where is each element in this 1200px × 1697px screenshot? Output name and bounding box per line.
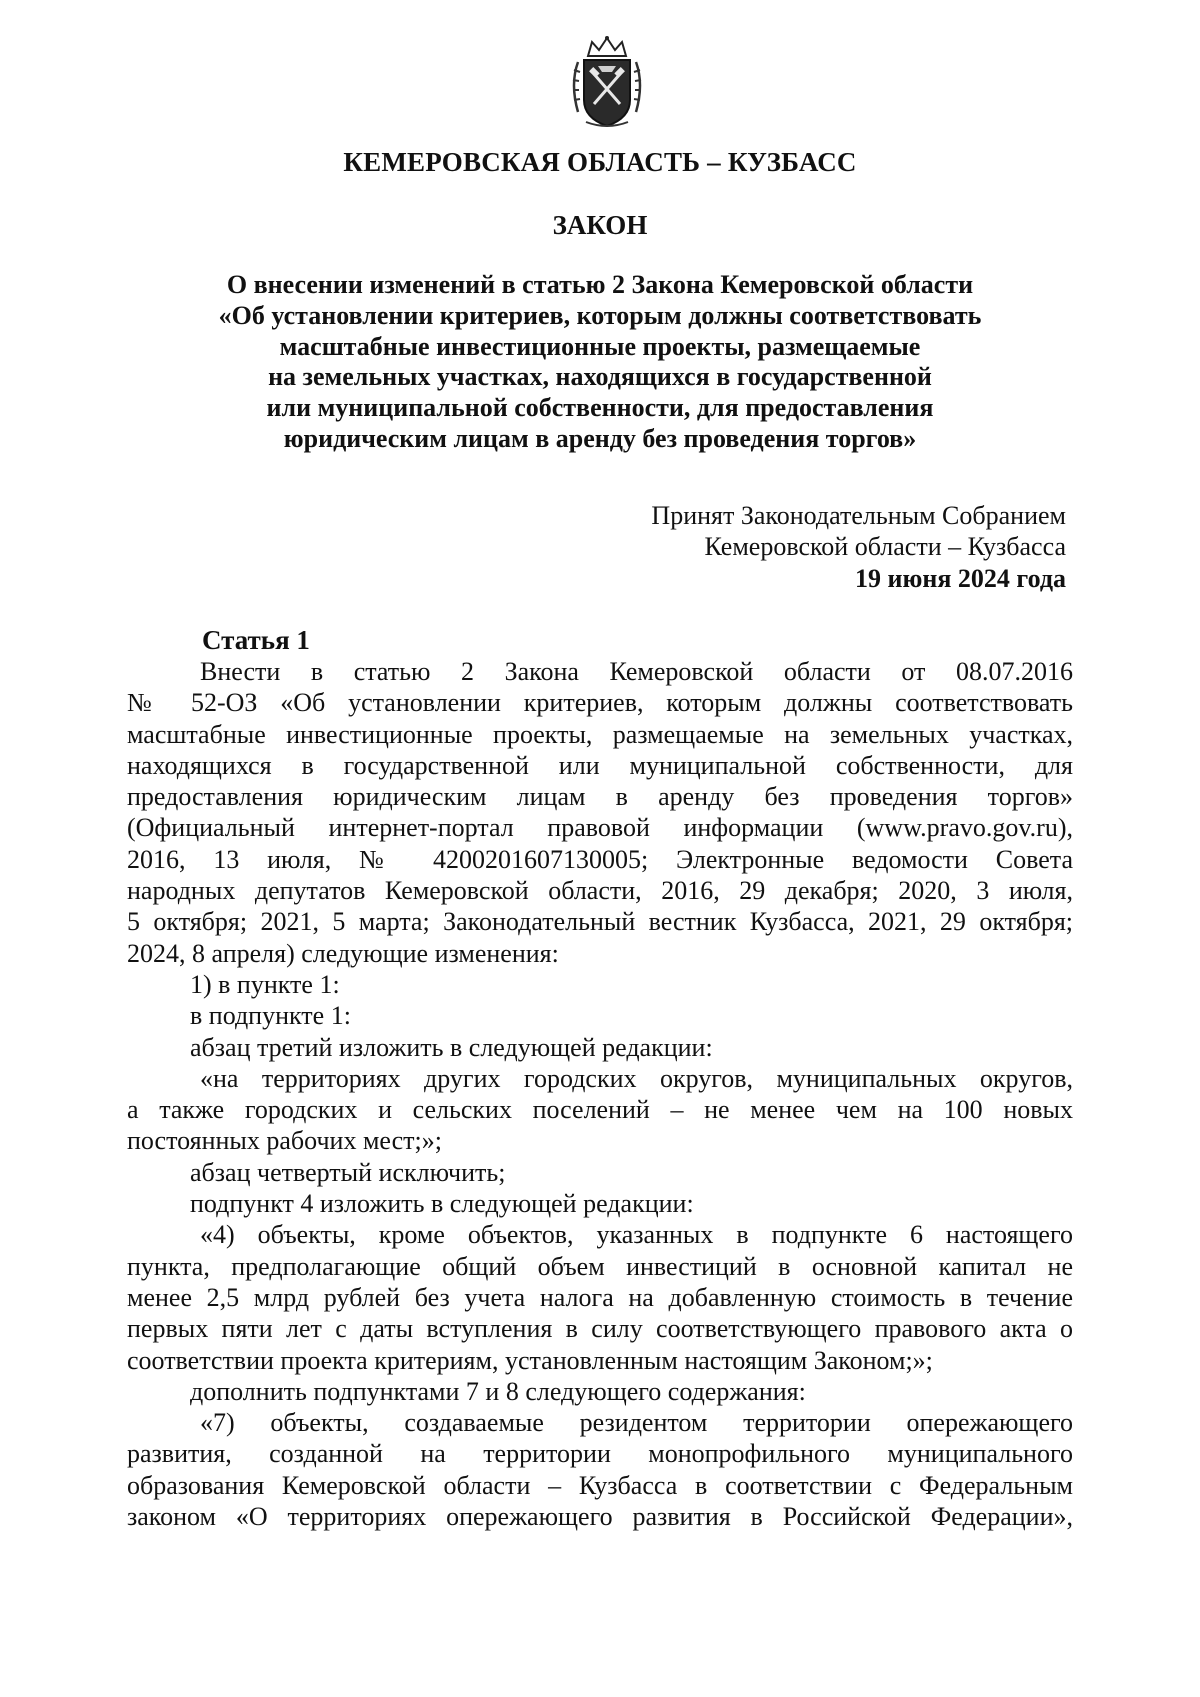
title-line: на земельных участках, находящихся в государственной (268, 362, 932, 392)
text-line: абзац четвертый исключить; (190, 1157, 506, 1187)
text-line: соответствии проекта критериям, установленным настоящим Законом;»; (127, 1345, 933, 1375)
text-line: народных депутатов Кемеровской области, 2016, 29 декабря; 2020, 3 июля, (127, 876, 1073, 906)
document-type: ЗАКОН (552, 210, 648, 240)
text-line: менее 2,5 млрд рублей без учета налога на добавленную стоимость в течение (127, 1282, 1073, 1312)
text-line: 2024, 8 апреля) следующие изменения: (127, 938, 559, 968)
text-line: «7) объекты, создаваемые резидентом территории опережающего (200, 1408, 1073, 1438)
text-line: подпункт 4 изложить в следующей редакции: (190, 1189, 694, 1219)
adoption-date: 19 июня 2024 года (855, 563, 1066, 593)
text-line: образования Кемеровской области – Кузбасса в соответствии с Федеральным (127, 1470, 1073, 1500)
text-line: в подпункте 1: (190, 1001, 351, 1031)
text-line: 1) в пункте 1: (190, 969, 340, 999)
article-body (127, 656, 1073, 1532)
title-line: или муниципальной собственности, для предоставления (266, 393, 934, 423)
text-line: развития, созданной на территории монопрофильного муниципального (127, 1439, 1073, 1469)
title-line: масштабные инвестиционные проекты, размещаемые (279, 331, 921, 361)
text-line: предоставления юридическим лицам в аренду без проведения торгов» (127, 782, 1073, 812)
text-line: а также городских и сельских поселений – не менее чем на 100 новых (127, 1095, 1073, 1125)
text-line: абзац третий изложить в следующей редакции: (190, 1032, 713, 1062)
text-line: первых пяти лет с даты вступления в силу соответствующего правового акта о (127, 1314, 1073, 1344)
adoption-block (651, 500, 1066, 594)
coat-of-arms-icon (568, 34, 646, 130)
text-line: 2016, 13 июля, № 4200201607130005; Электронные ведомости Совета (127, 844, 1073, 874)
law-title (0, 270, 1200, 455)
text-line: законом «О территориях опережающего развития в Российской Федерации», (127, 1502, 1073, 1532)
text-line: «на территориях других городских округов, муниципальных округов, (200, 1063, 1073, 1093)
article-heading: Статья 1 (202, 625, 310, 655)
text-line: Внести в статью 2 Закона Кемеровской области от 08.07.2016 (200, 657, 1073, 686)
text-line: постоянных рабочих мест;»; (127, 1126, 442, 1156)
text-line: «4) объекты, кроме объектов, указанных в подпункте 6 настоящего (200, 1220, 1073, 1250)
adoption-line: Принят Законодательным Собранием (651, 501, 1066, 530)
region-name: КЕМЕРОВСКАЯ ОБЛАСТЬ – КУЗБАСС (343, 147, 857, 177)
text-line: (Официальный интернет-портал правовой информации (www.pravo.gov.ru), (127, 813, 1073, 843)
title-line: юридическим лицам в аренду без проведения торгов» (283, 423, 917, 453)
text-line: пункта, предполагающие общий объем инвестиций в основной капитал не (127, 1251, 1073, 1281)
title-line: О внесении изменений в статью 2 Закона Кемеровской области (226, 270, 974, 299)
text-line: находящихся в государственной или муниципальной собственности, для (127, 750, 1073, 780)
text-line: № 52-ОЗ «Об установлении критериев, которым должны соответствовать (127, 688, 1073, 718)
title-line: «Об установлении критериев, которым должны соответствовать (218, 300, 982, 330)
text-line: дополнить подпунктами 7 и 8 следующего содержания: (190, 1376, 806, 1406)
adoption-line: Кемеровской области – Кузбасса (704, 532, 1066, 562)
text-line: масштабные инвестиционные проекты, размещаемые на земельных участках, (127, 719, 1073, 749)
text-line: 5 октября; 2021, 5 марта; Законодательный вестник Кузбасса, 2021, 29 октября; (127, 907, 1073, 937)
